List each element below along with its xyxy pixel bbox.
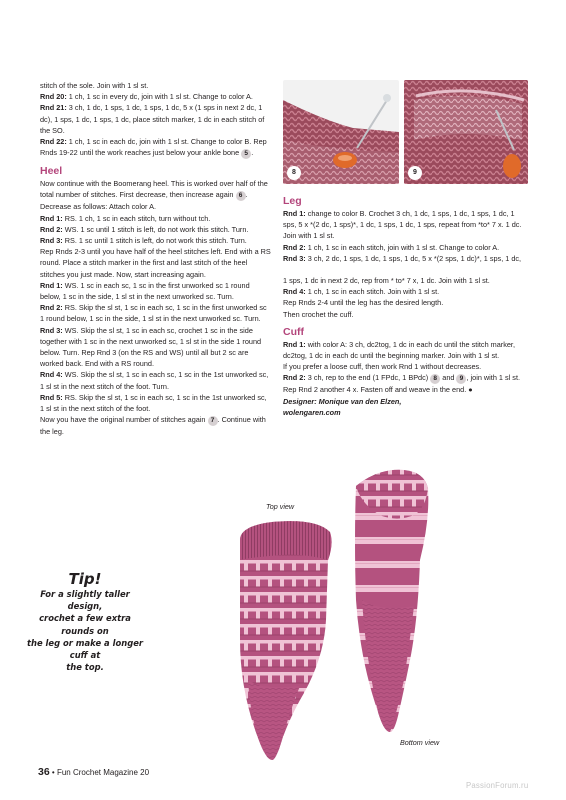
- magazine-title: Fun Crochet Magazine 20: [56, 768, 150, 777]
- leg-rnd-2: Rnd 2: 1 ch, 1 sc in each stitch, join with 1 sl st. Change to color A.: [283, 242, 500, 252]
- heel-inc-rnd-2: Rnd 2: RS. Skip the sl st, 1 sc in each sc, 1 sc in the first unworked sc 1 round below, 1 sc in the side, 1 sl st in the next unworked sc. Turn.: [40, 303, 267, 324]
- bottom-view-caption: Bottom view: [400, 738, 440, 747]
- heel-inc-rnd-5: Rnd 5: RS. Skip the sl st, 1 sc in each sc, 1 sc in the 1st unworked sc, 1 sl st in the next stitch of the foot.: [40, 392, 267, 414]
- tip-line-4: the top.: [66, 662, 104, 673]
- cuff-heading: Cuff: [283, 325, 304, 338]
- cuff-rnd-1: Rnd 1: with color A: 3 ch, dc2tog, 1 dc in each dc until the stitch marker, dc2tog, 1 dc in each dc until the beginning marker. Join with 1 sl st.: [283, 339, 515, 361]
- leg-repeat-text: Rep Rnds 2-4 until the leg has the desired length.: [283, 298, 444, 308]
- designer-credit: Designer: Monique van den Elzen,: [283, 396, 402, 406]
- bottom-view-sock: [355, 470, 428, 732]
- rnd-20-instruction: Rnd 20: 1 ch, 1 sc in every dc, join with 1 sl st. Change to color A.: [40, 92, 253, 102]
- step-marker-7: 7: [208, 416, 218, 426]
- tip-box: [26, 570, 144, 673]
- heel-inc-rnd-1: Rnd 1: WS. 1 sc in each sc, 1 sc in the first unworked sc 1 round below, 1 sc in the side, 1 sl st in the next unworked sc. Turn.: [40, 280, 250, 302]
- photo-number-8: 8: [287, 166, 301, 180]
- end-bullet-icon: ●: [468, 385, 473, 395]
- leg-heading: Leg: [283, 195, 302, 207]
- leg-rnd-1: Rnd 1: change to color B. Crochet 3 ch, 1 dc, 1 sps, 1 dc, 1 sps, 1 dc, 1 sps, 5 x *(2 dc, 1 sps)*, 1 dc, 1 sps, 1 dc, 1 sps, repeat from *to* 7 x. 1 dc. Join with 1 sl st.: [283, 209, 522, 241]
- step-marker-8: 8: [430, 374, 440, 384]
- tip-title: Tip!: [68, 570, 102, 588]
- cuff-loose-note: If you prefer a loose cuff, then work Rnd 1 without decreases.: [283, 362, 482, 372]
- tip-line-2: crochet a few extra rounds on: [39, 613, 131, 636]
- step-marker-5: 5: [241, 149, 251, 159]
- heel-rnd-3: Rnd 3: RS. 1 sc until 1 stitch is left, do not work this stitch. Turn.: [40, 236, 247, 246]
- rnd-21-instruction: Rnd 21: 3 ch, 1 dc, 1 sps, 1 dc, 1 sps, 1 dc, 5 x (1 sps in next 2 dc, 1 dc), 1 sps, 1 dc, 1 sps, 1 dc, place stitch marker, 1 dc in each stitch of the SO.: [40, 103, 265, 135]
- heel-end-text: Now you have the original number of stitches again 7 . Continue with the leg.: [40, 415, 266, 437]
- leg-rnd-4: Rnd 4: 1 ch, 1 sc in each stitch. Join with 1 sl st.: [283, 287, 440, 297]
- tip-line-3: the leg or make a longer cuff at: [26, 637, 144, 661]
- heel-middle-text: Rep Rnds 2-3 until you have half of the heel stitches left. End with a RS round. Place a stitch marker in the first and last stitch of the heel stitches you just made. Now, start increasing again.: [40, 247, 271, 279]
- sole-end-line: stitch of the sole. Join with 1 sl st.: [40, 81, 149, 90]
- photo-number-9: 9: [408, 166, 422, 180]
- top-view-sock: [240, 521, 332, 760]
- step-marker-9: 9: [456, 374, 466, 384]
- cuff-rnd-2: Rnd 2: 3 ch, rep to the end (1 FPdc, 1 BPdc) 8 and 9 , join with 1 sl st. Rep Rnd 2 another 4 x. Fasten off and weave in the end. ●: [283, 373, 520, 395]
- watermark: PassionForum.ru: [466, 781, 529, 790]
- heel-intro: Now continue with the Boomerang heel. This is worked over half of the total number of stitches. First decrease, then increase again 6 . Decrease as follows: Attach color A.: [40, 179, 268, 212]
- top-view-caption: Top view: [266, 502, 295, 511]
- leg-rnd-3: Rnd 3: 3 ch, 2 dc, 1 sps, 1 dc, 1 sps, 1 dc, 5 x *(2 sps, 1 dc)*, 1 sps, 1 dc,: [283, 253, 522, 263]
- tip-line-1: For a slightly taller design,: [40, 589, 130, 612]
- rnd-22-instruction: Rnd 22: 1 ch, 1 sc in each dc, join with 1 sl st. Change to color B. Rep Rnds 19-22 until the work reaches just below your ankle bone 5 .: [40, 137, 267, 158]
- page-number: 36: [38, 766, 50, 778]
- heel-heading: Heel: [40, 165, 63, 178]
- page-footer: [38, 766, 149, 778]
- footer-bullet: •: [51, 768, 55, 777]
- designer-website: wolengaren.com: [283, 407, 341, 417]
- heel-inc-rnd-4: Rnd 4: WS. Skip the sl st, 1 sc in each sc, 1 sc in the 1st unworked sc, 1 sl st in the next stitch of the foot. Turn.: [40, 370, 269, 391]
- step-marker-6: 6: [236, 191, 246, 201]
- leg-cuff-text: Then crochet the cuff.: [283, 309, 354, 319]
- heel-rnd-2: Rnd 2: WS. 1 sc until 1 stitch is left, do not work this stitch. Turn.: [40, 224, 249, 234]
- heel-inc-rnd-3: Rnd 3: WS. Skip the sl st, 1 sc in each sc, crochet 1 sc in the side together with 1 sc in the next unworked sc, 1 sl st in the side 1 round below. Turn. Rep Rnd 3 (on the RS and WS) until all but 2 sc are worked back. End with a RS round.: [40, 325, 262, 369]
- heel-rnd-1: Rnd 1: RS. 1 ch, 1 sc in each stitch, turn without tch.: [40, 213, 211, 223]
- leg-rnd-3-continued: 1 sps, 1 dc in next 2 dc, rep from * to* 7 x, 1 dc. Join with 1 sl st.: [283, 276, 490, 286]
